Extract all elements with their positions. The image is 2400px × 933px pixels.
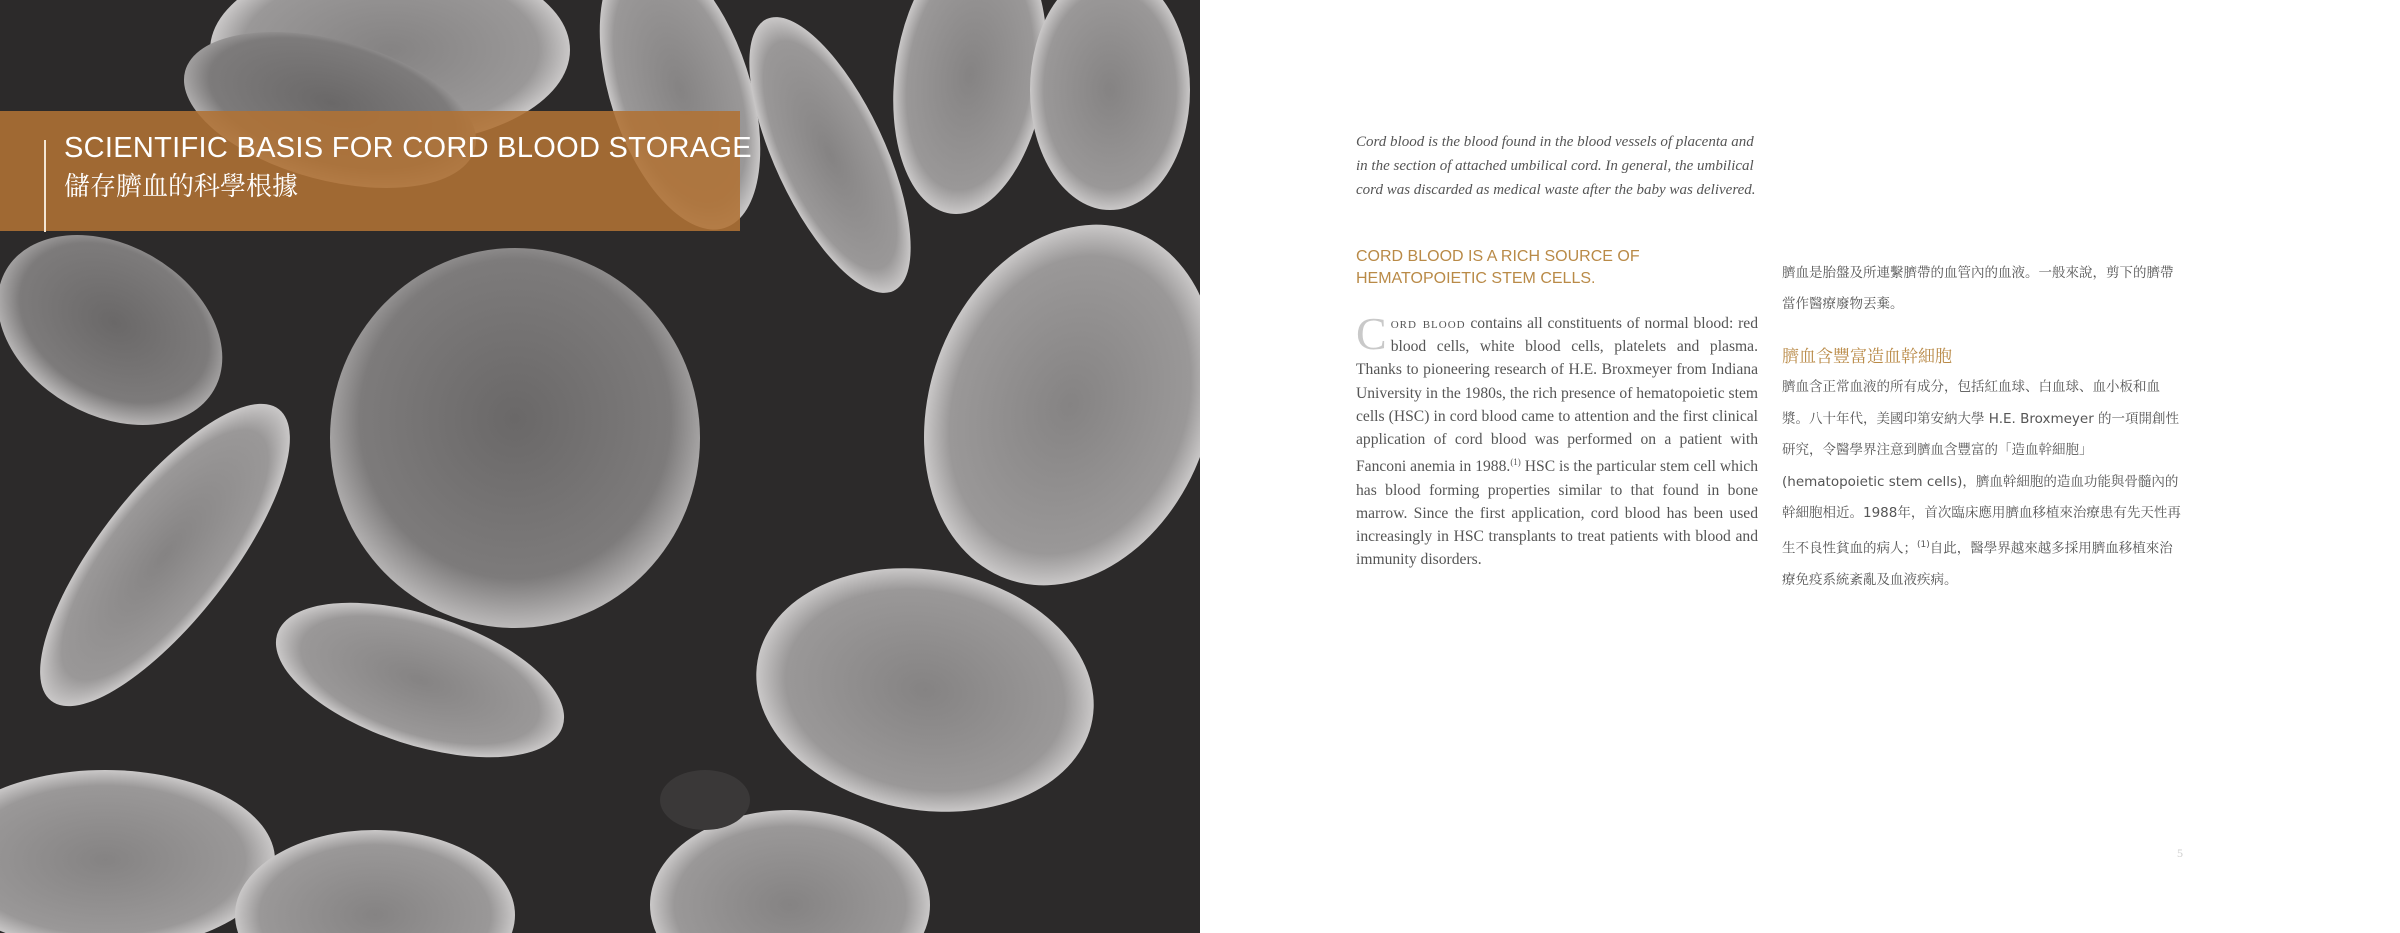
drop-cap: C — [1356, 308, 1387, 359]
text-page — [1200, 0, 2400, 933]
section-heading-en: CORD BLOOD IS A RICH SOURCE OF HEMATOPOIETIC STEM CELLS. — [1356, 248, 1640, 287]
page-title-en: SCIENTIFIC BASIS FOR CORD BLOOD STORAGE — [64, 132, 752, 164]
section-heading-zh: 臍血含豐富造血幹細胞 — [1782, 347, 1952, 367]
reference-mark-en: (1) — [1510, 457, 1521, 468]
reference-mark-zh: (1) — [1917, 539, 1930, 550]
page-title-zh: 儲存臍血的科學根據 — [64, 172, 299, 202]
body-paragraph-zh — [1782, 372, 2184, 596]
intro-paragraph-zh: 臍血是胎盤及所連繫臍帶的血管內的血液。一般來說，剪下的臍帶當作醫療廢物丟棄。 — [1782, 265, 2174, 312]
body-zh-part1: 臍血含正常血液的所有成分，包括紅血球、白血球、血小板和血漿。八十年代，美國印第安納大學 H.E. Broxmeyer 的一項開創性研究，令醫學界注意到臍血含豐富的「造血幹細胞」(hematopoietic stem cells)，臍血幹細胞的造血功能與骨髓內的幹細胞相近。1988年，首次臨床應用臍血移植來治療患有先天性再生不良性貧血的病人； — [1782, 379, 2181, 556]
body-zh-part2: 自此，醫學界越來越多採用臍血移植來治療免疫系統紊亂及血液疾病。 — [1782, 540, 2173, 588]
body-en-part1: contains all constituents of normal blood: red blood cells, white blood cells, platelets and plasma. Thanks to pioneering research of H.E. Broxmeyer from Indiana University in the 1980s, the rich presence of hematopoietic stem cells (HSC) in cord blood came to attention and the first clinical application of cord blood was performed on a patient with Fanconi anemia in 1988. — [1356, 315, 1758, 476]
title-rule — [44, 140, 46, 232]
body-en-part2: HSC is the particular stem cell which has blood forming properties similar to that found in bone marrow. Since the first application, cord blood has been used increasingly in HSC transplants to treat patients with blood and immunity disorders. — [1356, 458, 1759, 569]
body-paragraph-en — [1356, 308, 1759, 571]
intro-paragraph-en: Cord blood is the blood found in the blood vessels of placenta and in the section of attached umbilical cord. In general, the umbilical cord was discarded as medical waste after the baby was delivered. — [1356, 134, 1756, 198]
page-number: 5 — [2177, 846, 2183, 860]
lead-smallcaps: ord blood — [1390, 315, 1466, 332]
